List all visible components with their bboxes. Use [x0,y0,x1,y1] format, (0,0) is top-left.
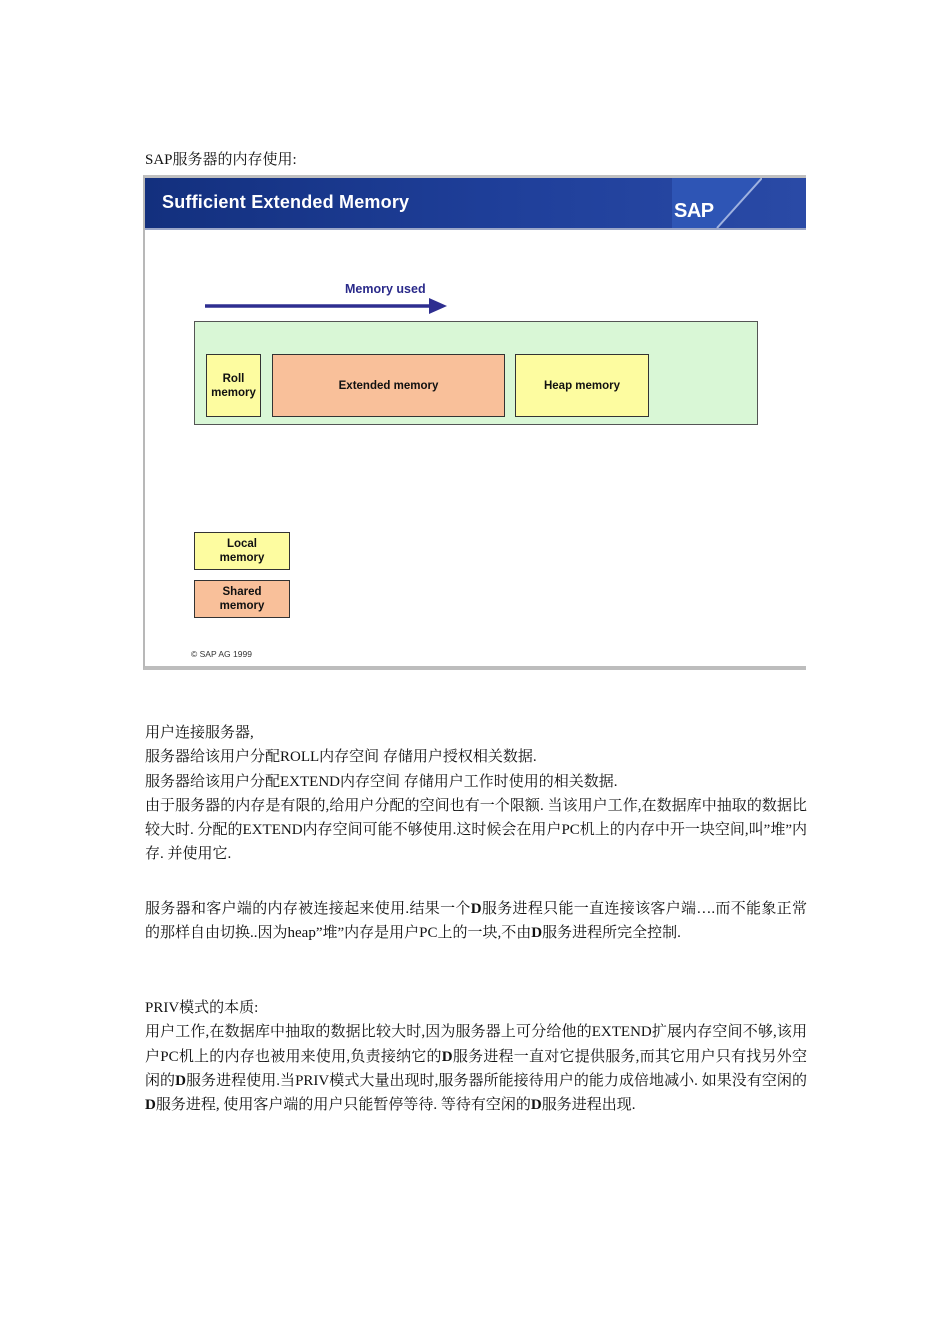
text-paragraph: 用户工作,在数据库中抽取的数据比较大时,因为服务器上可分给他的EXTEND扩展内存空间不够,该用户PC机上的内存也被用来使用,负责接纳它的D服务进程一直对它提供服务,而其它用户只有找另外空闲的D服务进程使用.当PRIV模式大量出现时,服务器所能接待用户的能力成倍地减小. 如果没有空闲的D服务进程, 使用客户端的用户只能暂停等待. 等待有空闲的D服务进程出现. [145,1024,807,1114]
legend-shared-label: Shared memory [219,586,265,612]
section-title: PRIV模式的本质: [145,1000,259,1016]
paragraph-user-connection [145,721,807,867]
text-line: 服务器给该用户分配ROLL内存空间 存储用户授权相关数据. [145,749,537,766]
legend-shared-memory [194,580,290,618]
paragraph-priv-mode [145,996,807,1117]
memory-used-label: Memory used [345,282,426,296]
text-line: 服务器给该用户分配EXTEND内存空间 存储用户工作时使用的相关数据. [145,773,618,790]
sap-logo-text: SAP [674,200,714,222]
text-paragraph: 服务器和客户端的内存被连接起来使用.结果一个D服务进程只能一直连接该客户端….而不能象正常的那样自由切换..因为heap”堆”内存是用户PC上的一块,不由D服务进程所完全控制. [145,901,807,942]
roll-memory-box: Roll memory [206,354,261,417]
text-paragraph: 由于服务器的内存是有限的,给用户分配的空间也有一个限额. 当该用户工作,在数据库中抽取的数据比较大时. 分配的EXTEND内存空间可能不够使用.这时候会在用户PC机上的内存中开一块空间,叫”堆”内存. 并使用它. [145,797,807,863]
memory-used-arrow [205,296,447,316]
sap-logo [672,178,762,228]
slide-header [145,178,806,230]
text-line: 用户连接服务器, [145,725,254,741]
slide-figure [143,175,806,670]
extended-memory-box: Extended memory [272,354,505,417]
legend-local-label: Local memory [219,538,265,564]
memory-container [194,321,758,425]
heap-memory-box: Heap memory [515,354,649,417]
legend-local-memory [194,532,290,570]
copyright-note: © SAP AG 1999 [191,649,252,659]
document-heading: SAP服务器的内存使用: [145,152,297,168]
paragraph-memory-linking [145,897,807,946]
slide-title: Sufficient Extended Memory [162,192,410,212]
